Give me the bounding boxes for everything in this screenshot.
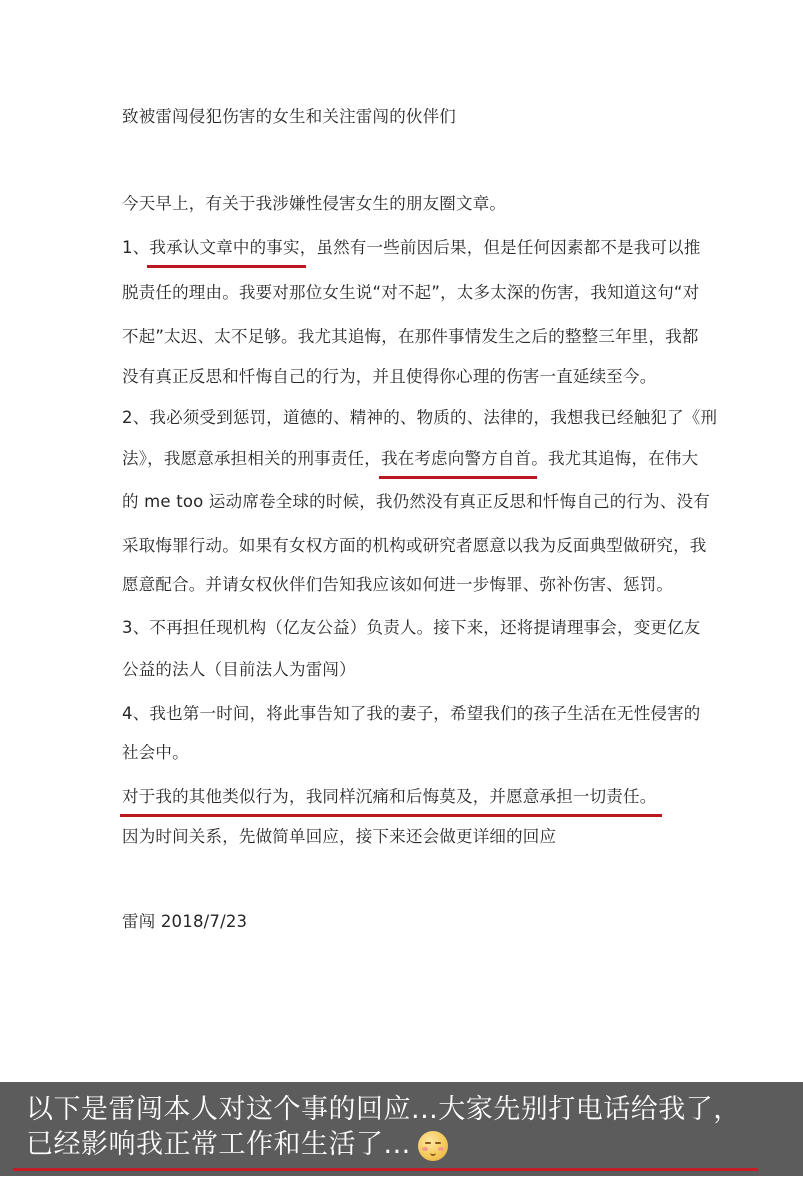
- paragraph-2-line-5: 愿意配合。并请女权伙伴们告知我应该如何进一步悔罪、弥补伤害、惩罚。: [122, 575, 674, 594]
- paragraph-3-line-2: 公益的法人（目前法人为雷闯）: [122, 660, 356, 679]
- paragraph-1-line-3: 不起”太迟、太不足够。我尤其追悔，在那件事情发生之后的整整三年里，我都: [122, 327, 699, 346]
- paragraph-5-line: [122, 786, 656, 808]
- letter-title: 致被雷闯侵犯伤害的女生和关注雷闯的伙伴们: [122, 107, 456, 126]
- signature-line: 雷闯 2018/7/23: [122, 912, 248, 931]
- underlined-admission: 我承认文章中的事实: [149, 238, 300, 257]
- paragraph-3-line-1: 3、不再担任现机构（亿友公益）负责人。接下来，还将提请理事会，变更亿友: [122, 618, 701, 637]
- paragraph-1-line-2: 脱责任的理由。我要对那位女生说“对不起”，太多太深的伤害，我知道这句“对: [122, 283, 700, 302]
- paragraph-2-line-1: 2、我必须受到惩罚，道德的、精神的、物质的、法律的，我想我已经触犯了《刑: [122, 408, 718, 427]
- p1-rest: ，虽然有一些前因后果，但是任何因素都不是我可以推: [299, 238, 701, 257]
- underlined-responsibility: 对于我的其他类似行为，我同样沉痛和后悔莫及，并愿意承担一切责任。: [122, 787, 657, 806]
- paragraph-6-line: 因为时间关系，先做简单回应，接下来还会做更详细的回应: [122, 827, 557, 846]
- paragraph-2-line-4: 采取悔罪行动。如果有女权方面的机构或研究者愿意以我为反面典型做研究，我: [122, 536, 707, 555]
- caption-line-2: 已经影响我正常工作和生活了...: [26, 1129, 411, 1160]
- p1-prefix: 1、: [122, 238, 150, 257]
- paragraph-1-line-4: 没有真正反思和忏悔自己的行为，并且使得你心理的伤害一直延续至今。: [122, 367, 657, 386]
- p2-prefix: 法》，我愿意承担相关的刑事责任，: [122, 449, 381, 468]
- paragraph-1-line-1: [122, 237, 701, 259]
- caption-underline: [13, 1168, 758, 1171]
- paragraph-4-line-1: 4、我也第一时间，将此事告知了我的妻子，希望我们的孩子生活在无性侵害的: [122, 704, 701, 723]
- paragraph-2-line-3: 的 me too 运动席卷全球的时候，我仍然没有真正反思和忏悔自己的行为、没有: [122, 492, 710, 511]
- p2-rest: 。我尤其追悔，在伟大: [531, 449, 699, 468]
- paragraph-2-line-2: [122, 448, 698, 470]
- blushing-smile-emoji-icon: [418, 1131, 448, 1161]
- underlined-surrender: 我在考虑向警方自首: [380, 449, 532, 468]
- paragraph-4-line-2: 社会中。: [122, 743, 189, 762]
- intro-line: 今天早上，有关于我涉嫌性侵害女生的朋友圈文章。: [122, 194, 507, 213]
- caption-line-1: 以下是雷闯本人对这个事的回应...大家先别打电话给我了，: [26, 1094, 741, 1125]
